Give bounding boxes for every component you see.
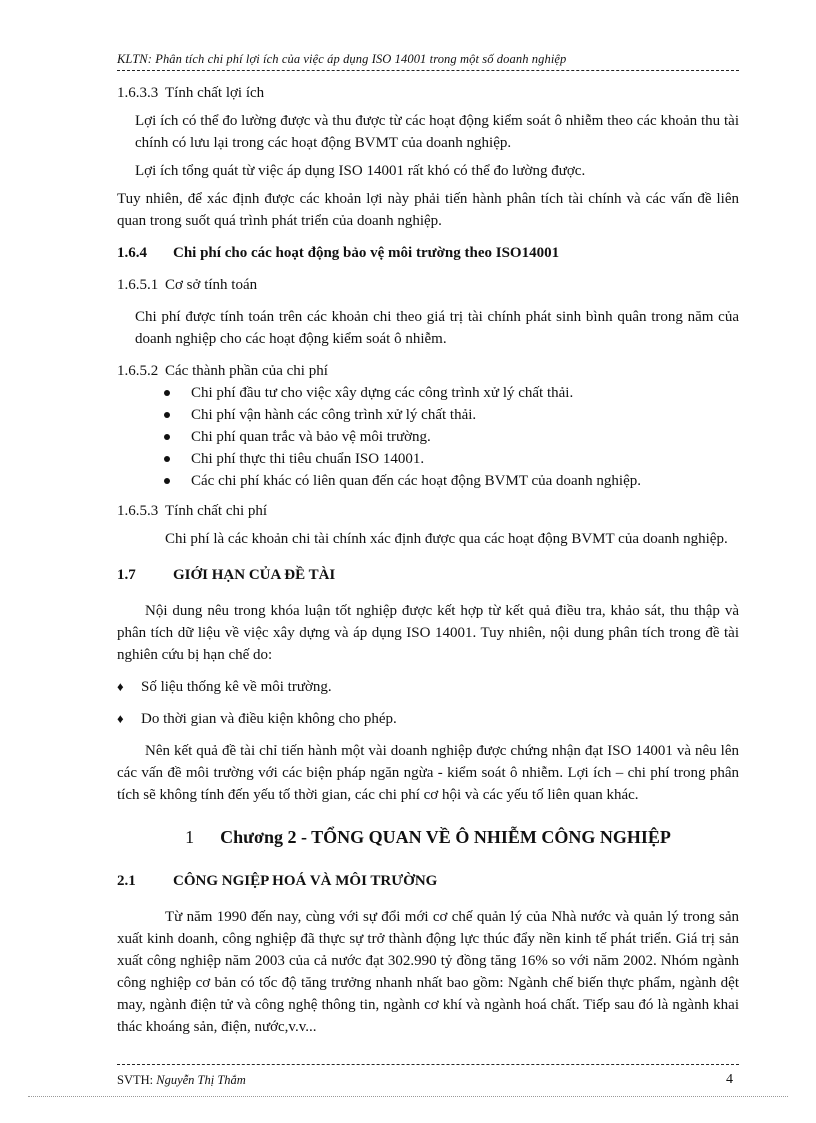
heading-2-1: 2.1 CÔNG NGIỆP HOÁ VÀ MÔI TRƯỜNG bbox=[117, 873, 438, 889]
paragraph: Tuy nhiên, để xác định được các khoản lợi này phải tiến hành phân tích tài chính và các vấn đề liên quan trong suốt quá trình phát triển của doanh nghiệp. bbox=[117, 191, 739, 229]
running-header: KLTN: Phân tích chi phí lợi ích của việc áp dụng ISO 14001 trong một số doanh nghiệp bbox=[117, 52, 567, 66]
heading-1-6-3-3: 1.6.3.3 Tính chất lợi ích bbox=[117, 85, 265, 101]
chapter-title: 1 Chương 2 - TỔNG QUAN VỀ Ô NHIỄM CÔNG NGHIỆP bbox=[185, 827, 671, 847]
paragraph: Chi phí là các khoản chi tài chính xác định được qua các hoạt động BVMT của doanh nghiệp. bbox=[165, 531, 728, 547]
heading-1-6-5-1: 1.6.5.1 Cơ sở tính toán bbox=[117, 277, 258, 293]
limitation-list bbox=[117, 676, 739, 730]
paragraph: Từ năm 1990 đến nay, cùng với sự đổi mới cơ chế quản lý của Nhà nước và quản lý trong sản xuất kinh doanh, công nghiệp đã thực sự trở thành động lực thúc đẩy nền kinh tế phát triển. Giá trị sản xuất công nghiệp năm 2003 của cả nước đạt 302.990 tỷ đồng tăng 16% so với năm 2002. Nhóm ngành công nghiệp cơ bản có tốc độ tăng trưởng nhanh nhất bao gồm: Ngành chế biến thực phẩm, ngành dệt may, ngành điện tử và công nghệ thông tin, ngành cơ khí và ngành hoá chất. Tiếp sau đó là ngành khai thác khoáng sản, điện, nước,v.v... bbox=[117, 909, 739, 1035]
list-item: Chi phí đầu tư cho việc xây dựng các công trình xử lý chất thải. bbox=[161, 382, 739, 404]
cost-component-list bbox=[117, 382, 739, 492]
heading-1-6-4: 1.6.4 Chi phí cho các hoạt động bảo vệ môi trường theo ISO14001 bbox=[117, 245, 560, 261]
list-item: Chi phí vận hành các công trình xử lý chất thải. bbox=[161, 404, 739, 426]
heading-1-6-5-3: 1.6.5.3 Tính chất chi phí bbox=[117, 503, 268, 519]
list-item: Chi phí quan trắc và bảo vệ môi trường. bbox=[161, 426, 739, 448]
page-number: 4 bbox=[726, 1072, 733, 1087]
footer-author: SVTH: Nguyễn Thị Thắm bbox=[117, 1073, 246, 1087]
list-item: Chi phí thực thi tiêu chuẩn ISO 14001. bbox=[161, 448, 739, 470]
paragraph: Nội dung nêu trong khóa luận tốt nghiệp được kết hợp từ kết quả điều tra, khảo sát, thu thập và phân tích dữ liệu về việc xây dựng và áp dụng ISO 14001. Tuy nhiên, nội dung phân tích trong đề tài nghiên cứu bị hạn chế do: bbox=[117, 603, 739, 663]
paragraph: Chi phí được tính toán trên các khoản chi theo giá trị tài chính phát sinh bình quân trong năm của doanh nghiệp cho các hoạt động kiểm soát ô nhiễm. bbox=[135, 309, 739, 347]
list-item: ♦ Số liệu thống kê về môi trường. bbox=[117, 676, 739, 698]
list-item: Các chi phí khác có liên quan đến các hoạt động BVMT của doanh nghiệp. bbox=[161, 470, 739, 492]
list-item: ♦ Do thời gian và điều kiện không cho phép. bbox=[117, 708, 739, 730]
heading-1-6-5-2: 1.6.5.2 Các thành phần của chi phí bbox=[117, 363, 328, 379]
paragraph: Lợi ích tổng quát từ việc áp dụng ISO 14001 rất khó có thể đo lường được. bbox=[135, 163, 586, 179]
paragraph: Lợi ích có thể đo lường được và thu được từ các hoạt động kiểm soát ô nhiễm theo các khoản thu tài chính có lưu lại trong các hoạt động BVMT của doanh nghiệp. bbox=[135, 113, 739, 151]
header-rule bbox=[117, 70, 739, 71]
paragraph: Nên kết quả đề tài chỉ tiến hành một vài doanh nghiệp được chứng nhận đạt ISO 14001 và nêu lên các vấn đề môi trường với các biện pháp ngăn ngừa - kiểm soát ô nhiễm. Lợi ích – chi phí trong phân tích sẽ không tính đến yếu tố thời gian, các chi phí cơ hội và các yếu tố liên quan khác. bbox=[117, 743, 739, 803]
page-body bbox=[117, 82, 739, 1038]
heading-1-7: 1.7 GIỚI HẠN CỦA ĐỀ TÀI bbox=[117, 567, 336, 583]
footer-rule bbox=[117, 1064, 739, 1065]
page-edge bbox=[28, 1096, 788, 1097]
